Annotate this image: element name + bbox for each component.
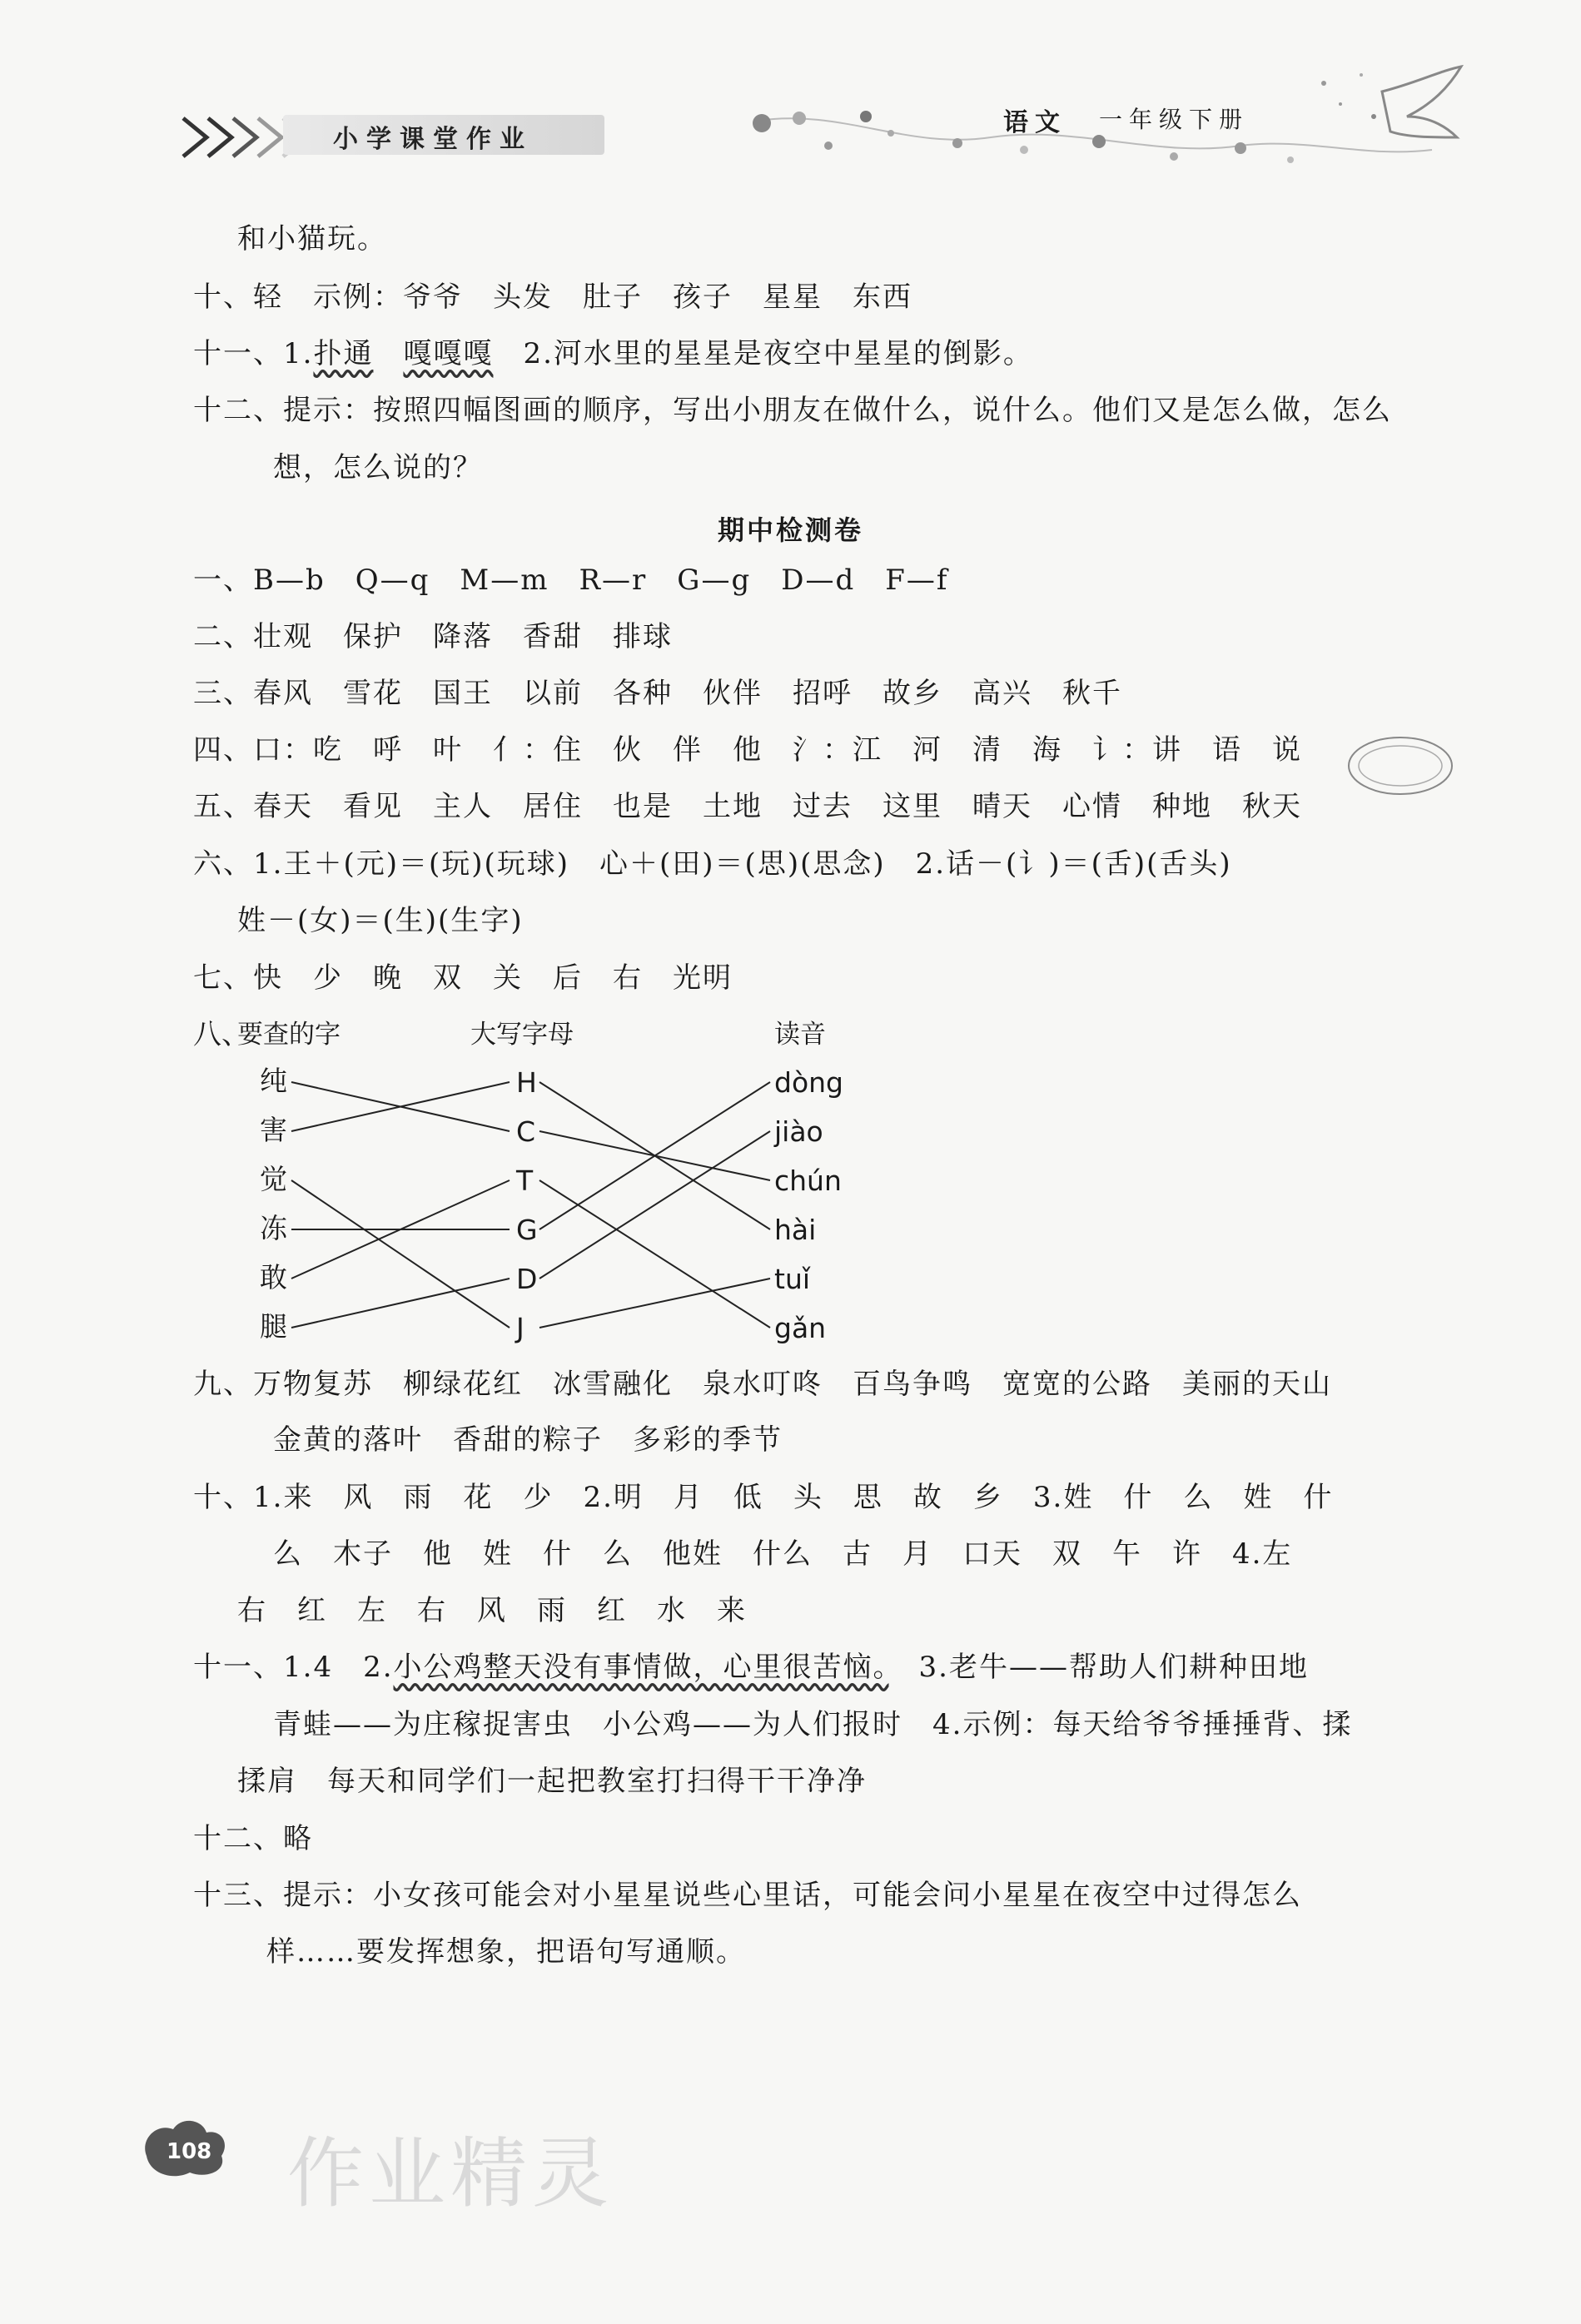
match-pinyin: chún (774, 1164, 842, 1197)
match-char: 敢 (260, 1261, 287, 1294)
match-letter: J (516, 1312, 525, 1344)
match-pinyin: tuǐ (774, 1263, 811, 1295)
match-pinyin: gǎn (774, 1312, 827, 1344)
watermark: 作业精灵 (287, 2129, 614, 2218)
answer-line: 十二、略 (193, 1822, 313, 1855)
answer-line: 七、快 少 晚 双 关 后 右 光明 (193, 961, 733, 995)
match-line-letter-pinyin (539, 1131, 770, 1279)
match-heading: 八、 (193, 1018, 250, 1051)
answer-line: 六、1.王＋(元)＝(玩)(玩球) 心＋(田)＝(思)(思念) 2.话－(讠)＝(舌)(舌头) (193, 847, 1232, 881)
match-letter: G (516, 1214, 538, 1246)
answer-line: 么 木子 他 姓 什 么 他姓 什么 古 月 口天 双 午 许 4.左 (273, 1537, 1293, 1571)
match-letter: C (516, 1115, 536, 1148)
answer-line: 二、壮观 保护 降落 香甜 排球 (193, 620, 673, 653)
match-char: 觉 (260, 1163, 287, 1195)
match-line-letter-pinyin (539, 1279, 770, 1328)
match-char: 冻 (260, 1212, 287, 1244)
match-letter: T (516, 1164, 534, 1197)
match-col-title: 读音 (774, 1020, 826, 1050)
match-line-char-letter (291, 1082, 510, 1131)
answer-line: 四、口：吃 呼 叶 亻：住 伙 伴 他 氵：江 河 清 海 讠：讲 语 说 (193, 733, 1302, 767)
wavy-underlined-sentence: 小公鸡整天没有事情做，心里很苦恼。 (393, 1651, 889, 1684)
match-col-title: 要查的字 (237, 1020, 341, 1050)
match-pinyin: jiào (774, 1115, 823, 1148)
answer-line (193, 1651, 1309, 1684)
answer-text: 2.河水里的星星是夜空中星星的倒影。 (493, 337, 1033, 370)
answer-text: 十一、1.4 2. (193, 1651, 394, 1684)
stamp-icon (1345, 732, 1457, 799)
wavy-underlined-word: 嘎嘎嘎 (403, 337, 494, 370)
answer-line: 青蛙——为庄稼捉害虫 小公鸡——为人们报时 4.示例：每天给爷爷捶捶背、揉 (273, 1708, 1353, 1741)
match-line-letter-pinyin (539, 1082, 770, 1229)
answer-line: 九、万物复苏 柳绿花红 冰雪融化 泉水叮咚 百鸟争鸣 宽宽的公路 美丽的天山 (193, 1368, 1332, 1401)
answer-line: 姓－(女)＝(生)(生字) (237, 904, 524, 937)
page-number: 108 (167, 2139, 212, 2164)
answer-line: 想，怎么说的？ (273, 451, 483, 484)
wavy-underlined-word: 扑通 (313, 337, 374, 370)
answer-line: 样……要发挥想象，把语句写通顺。 (266, 1935, 746, 1969)
answer-line: 金黄的落叶 香甜的粽子 多彩的季节 (273, 1423, 783, 1457)
answer-line: 五、春天 看见 主人 居住 也是 土地 过去 这里 晴天 心情 种地 秋天 (193, 790, 1302, 823)
match-pinyin: dòng (774, 1066, 843, 1099)
match-line-letter-pinyin (539, 1180, 770, 1328)
answer-line: 十二、提示：按照四幅图画的顺序，写出小朋友在做什么，说什么。他们又是怎么做，怎么 (193, 394, 1392, 427)
answer-line: 一、B—b Q—q M—m R—r G—g D—d F—f (193, 564, 949, 597)
answer-line: 三、春风 雪花 国王 以前 各种 伙伴 招呼 故乡 高兴 秋千 (193, 677, 1122, 710)
match-letter: D (516, 1263, 538, 1295)
match-line-char-letter (291, 1082, 510, 1131)
match-line-letter-pinyin (539, 1082, 770, 1229)
answer-line: 十、1.来 风 雨 花 少 2.明 月 低 头 思 故 乡 3.姓 什 么 姓 什 (193, 1481, 1334, 1514)
answer-line: 右 红 左 右 风 雨 红 水 来 (237, 1594, 747, 1627)
answer-line (193, 337, 1033, 370)
section-title: 期中检测卷 (717, 514, 863, 546)
match-line-letter-pinyin (539, 1131, 770, 1180)
answer-line: 十三、提示：小女孩可能会对小星星说些心里话，可能会问小星星在夜空中过得怎么 (193, 1879, 1302, 1912)
match-line-char-letter (291, 1180, 510, 1279)
series-title: 小学课堂作业 (333, 125, 533, 154)
match-pinyin: hài (774, 1214, 817, 1246)
grade-label: 一年级下册 (1099, 106, 1250, 133)
match-col-title: 大写字母 (470, 1020, 574, 1050)
answer-text: 十一、1. (193, 337, 314, 370)
match-char: 纯 (260, 1065, 287, 1097)
subject-label: 语文 (1003, 108, 1066, 137)
answer-line: 十、轻 示例：爷爷 头发 肚子 孩子 星星 东西 (193, 281, 912, 314)
answer-line: 揉肩 每天和同学们一起把教室打扫得干干净净 (237, 1765, 867, 1798)
answer-text (373, 337, 403, 370)
match-line-char-letter (291, 1279, 510, 1328)
answer-text: 3.老牛——帮助人们耕种田地 (888, 1651, 1309, 1684)
match-char: 害 (260, 1114, 287, 1146)
match-line-char-letter (291, 1180, 510, 1328)
match-char: 腿 (260, 1310, 287, 1343)
match-letter: H (516, 1066, 537, 1099)
answer-line: 和小猫玩。 (237, 222, 387, 256)
